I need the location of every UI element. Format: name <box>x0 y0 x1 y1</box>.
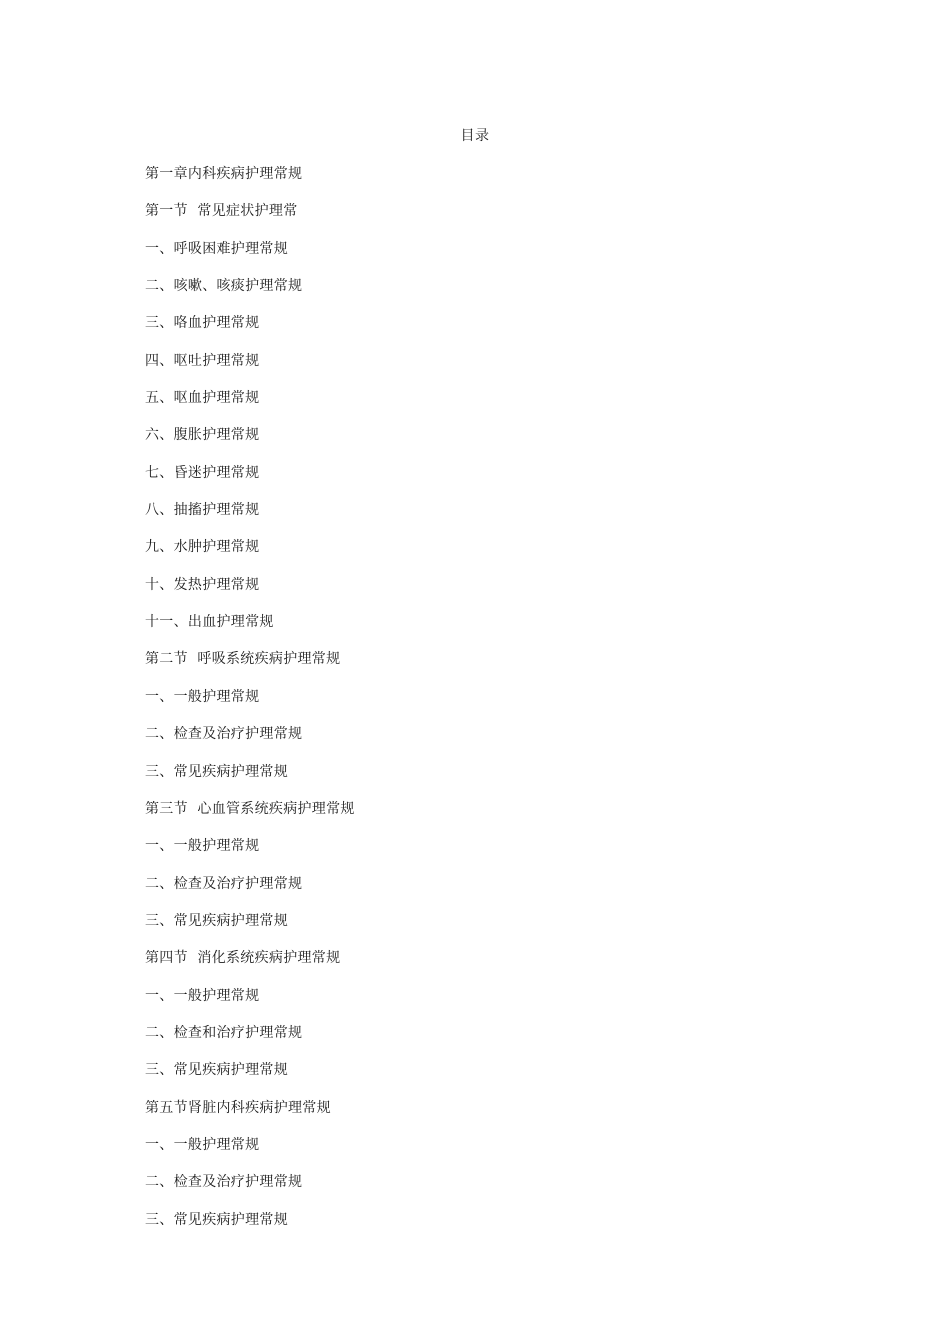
toc-item: 八、抽搐护理常规 <box>145 502 260 519</box>
toc-item: 六、腹胀护理常规 <box>145 427 260 444</box>
toc-item: 一、一般护理常规 <box>145 987 260 1004</box>
toc-item: 一、一般护理常规 <box>145 1136 260 1153</box>
toc-item: 二、咳嗽、咳痰护理常规 <box>145 278 303 295</box>
toc-item: 一、一般护理常规 <box>145 838 260 855</box>
toc-item: 第三节 心血管系统疾病护理常规 <box>145 800 355 817</box>
toc-item: 第一章内科疾病护理常规 <box>145 166 303 182</box>
toc-item: 三、咯血护理常规 <box>145 315 260 332</box>
toc-item: 第四节 消化系统疾病护理常规 <box>145 950 341 967</box>
toc-item: 一、一般护理常规 <box>145 688 260 705</box>
toc-item: 第一节 常见症状护理常 <box>145 203 298 220</box>
toc-item: 第五节肾脏内科疾病护理常规 <box>145 1099 331 1116</box>
toc-item: 五、呕血护理常规 <box>145 390 260 407</box>
toc-item: 二、检查和治疗护理常规 <box>145 1024 303 1041</box>
toc-item: 九、水肿护理常规 <box>145 539 260 556</box>
toc-list <box>145 164 355 1247</box>
toc-item: 第二节 呼吸系统疾病护理常规 <box>145 651 341 668</box>
toc-item: 十一、出血护理常规 <box>145 614 274 631</box>
toc-item: 二、检查及治疗护理常规 <box>145 726 303 743</box>
toc-item: 四、呕吐护理常规 <box>145 352 260 369</box>
toc-item: 三、常见疾病护理常规 <box>145 912 288 929</box>
toc-item: 三、常见疾病护理常规 <box>145 1062 288 1079</box>
toc-item: 二、检查及治疗护理常规 <box>145 875 303 892</box>
toc-item: 一、呼吸困难护理常规 <box>145 240 288 257</box>
toc-title: 目录 <box>460 128 490 144</box>
toc-item: 三、常见疾病护理常规 <box>145 1211 288 1228</box>
toc-item: 三、常见疾病护理常规 <box>145 763 288 780</box>
toc-item: 十、发热护理常规 <box>145 576 260 593</box>
toc-item: 二、检查及治疗护理常规 <box>145 1174 303 1191</box>
toc-item: 七、昏迷护理常规 <box>145 464 260 481</box>
